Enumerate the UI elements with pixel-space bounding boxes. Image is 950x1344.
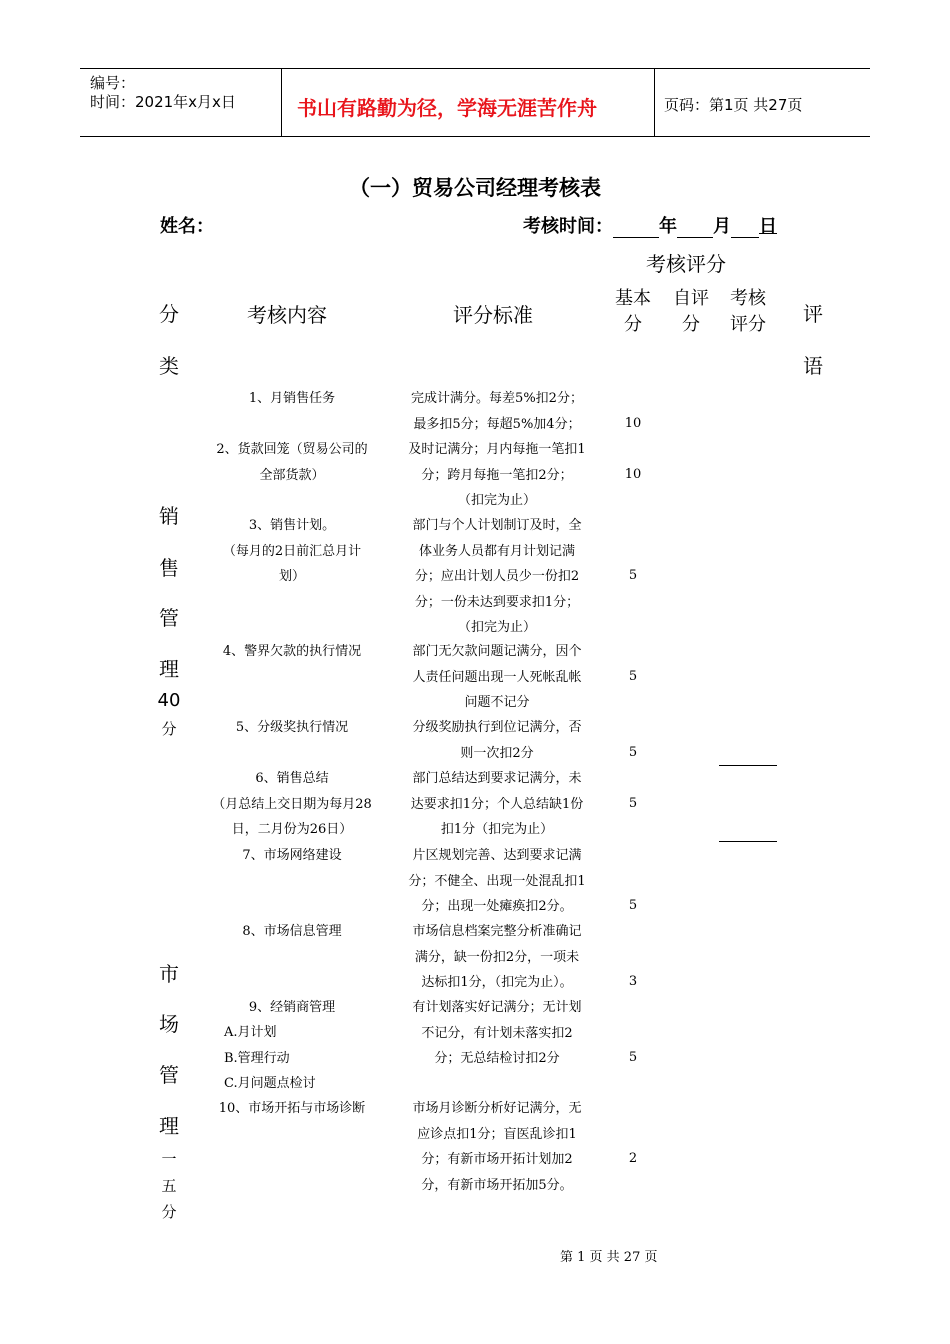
base-score-header-line2: 分 — [624, 314, 642, 335]
row-5-standard-line: 则一次扣2分 — [460, 745, 534, 761]
row-6-content — [198, 766, 386, 843]
row-8-standard-line: 满分，缺一份扣2分，一项未 — [414, 949, 580, 965]
row-6-content-line: （月总结上交日期为每月28 — [212, 796, 372, 812]
row-7-standard-line: 片区规划完善、达到要求记满 — [412, 848, 582, 863]
comment-header-top: 评 — [803, 302, 823, 326]
category-sales-score: 40 — [157, 690, 181, 711]
row-6-content-line: 6、销售总结 — [255, 771, 329, 786]
header-divider-right — [654, 68, 655, 136]
row-4-standard — [392, 639, 602, 716]
category-header-top: 分 — [159, 302, 179, 326]
row-3-standard-line: 分；应出计划人员少一份扣2 — [414, 569, 580, 584]
row-7-standard-line: 分；不健全、出现一处混乱扣1 — [408, 873, 586, 889]
category-market-char-4: 理 — [159, 1114, 179, 1138]
category-sales-char-3: 管 — [159, 606, 179, 630]
row-3-content-line: 3、销售计划。 — [248, 518, 336, 533]
row-4-content — [198, 639, 386, 665]
row-1-standard-line: 最多扣5分；每超5%加4分； — [413, 416, 581, 432]
row-9-standard-line: 分；无总结检讨扣2分 — [434, 1051, 560, 1066]
row-3-content-line: 划） — [278, 569, 305, 584]
month-blank[interactable] — [677, 219, 713, 238]
row-4-content-line: 4、警界欠款的执行情况 — [222, 644, 362, 659]
row-2-content-line: 2、货款回笼（贸易公司的 — [216, 442, 368, 457]
category-sales-char-1: 销 — [159, 504, 179, 528]
category-market-score-2: 五 — [161, 1177, 177, 1195]
header-bottom-rule — [80, 136, 870, 137]
row-3-standard-line: 分；一份未达到要求扣1分； — [414, 594, 580, 610]
row-9-standard-line: 不记分，有计划未落实扣2 — [421, 1025, 573, 1041]
header-page-info: 页码：第1页 共27页 — [664, 96, 803, 114]
row-8-standard-line: 市场信息档案完整分析准确记 — [412, 924, 582, 939]
row-8-standard-line: 达标扣1分，（扣完为止）。 — [421, 975, 573, 990]
row-9-sub-items — [224, 1020, 316, 1097]
document-number-label: 编号： — [90, 74, 136, 92]
row-6-standard-line: 达要求扣1分；个人总结缺1份 — [410, 796, 584, 812]
row-10-standard-line: 市场月诊断分析好记满分，无 — [412, 1101, 582, 1116]
row-8-base-score: 3 — [628, 974, 638, 989]
row-2-standard-line: 分；跨月每拖一笔扣2分； — [421, 467, 573, 483]
row-3-standard-line: 体业务人员都有月计划记满 — [418, 543, 575, 559]
name-label: 姓名： — [160, 216, 214, 237]
row-4-standard-line: 部门无欠款问题记满分，因个 — [412, 644, 582, 659]
day-blank[interactable] — [731, 219, 759, 238]
row-5-base-score: 5 — [628, 745, 638, 760]
document-time-label: 时间：2021年x月x日 — [90, 93, 236, 111]
row-5-standard-line: 分级奖励执行到位记满分，否 — [412, 720, 582, 735]
row-6-standard-line: 部门总结达到要求记满分，未 — [412, 771, 582, 786]
standard-column-header: 评分标准 — [453, 303, 533, 327]
assess-score-header-line2: 评分 — [730, 314, 766, 335]
category-market-char-2: 场 — [159, 1012, 179, 1036]
row-6-base-score: 5 — [628, 796, 638, 811]
category-market-char-1: 市 — [159, 962, 179, 986]
row-3-content — [198, 513, 386, 590]
row-9-standard-line: 有计划落实好记满分；无计划 — [412, 1000, 582, 1015]
score-group-header: 考核评分 — [646, 252, 726, 276]
page-title: （一）贸易公司经理考核表 — [349, 176, 601, 200]
row-2-content — [198, 437, 386, 488]
row-2-base-score: 10 — [624, 467, 642, 482]
row-10-standard — [392, 1096, 602, 1198]
row-4-standard-line: 人责任问题出现一人死帐乱帐 — [412, 669, 582, 685]
assessment-time-field — [523, 212, 777, 238]
header-top-rule — [80, 68, 870, 69]
row-7-standard-line: 分；出现一处瘫痪扣2分。 — [421, 899, 573, 914]
content-column-header: 考核内容 — [247, 303, 327, 327]
row-3-standard-line: （扣完为止） — [457, 620, 536, 635]
row-7-content-line: 7、市场网络建设 — [242, 848, 342, 863]
row-1-standard-line: 完成计满分。每差5%扣2分； — [411, 391, 583, 406]
assess-score-header — [724, 286, 772, 338]
row-3-standard — [392, 513, 602, 641]
row-9-sub-item: C.月问题点检讨 — [224, 1076, 316, 1091]
footer-page-number: 第 1 页 共 27 页 — [560, 1250, 658, 1265]
assess-score-header-line1: 考核 — [730, 288, 766, 309]
row-6-standard-line: 扣1分（扣完为止） — [440, 822, 554, 837]
row-5-content-line: 5、分级奖执行情况 — [235, 720, 349, 735]
assess-score-blank-1[interactable] — [719, 765, 777, 766]
header-motto: 书山有路勤为径，学海无涯苦作舟 — [297, 96, 597, 120]
comment-header-bottom: 语 — [803, 354, 823, 378]
category-market-score-3: 分 — [161, 1203, 177, 1221]
category-header-bottom: 类 — [159, 354, 179, 378]
base-score-header — [609, 286, 657, 338]
header-divider-left — [281, 68, 282, 136]
row-5-standard — [392, 715, 602, 766]
row-10-standard-line: 应诊点扣1分；盲医乱诊扣1 — [417, 1126, 577, 1142]
row-8-standard — [392, 919, 602, 996]
self-score-header — [667, 286, 715, 338]
row-10-standard-line: 分，有新市场开拓加5分。 — [421, 1177, 573, 1193]
row-1-content — [198, 386, 386, 412]
row-3-standard-line: 部门与个人计划制订及时，全 — [412, 518, 582, 533]
category-sales-score-unit: 分 — [161, 720, 177, 738]
self-score-header-line1: 自评 — [673, 288, 709, 309]
year-label: 年 — [659, 216, 677, 237]
row-10-standard-line: 分；有新市场开拓计划加2 — [421, 1152, 573, 1167]
row-10-content-line: 10、市场开拓与市场诊断 — [218, 1101, 366, 1116]
self-score-header-line2: 分 — [682, 314, 700, 335]
row-1-base-score: 10 — [624, 416, 642, 431]
row-3-content-line: （每月的2日前汇总月计 — [222, 543, 362, 559]
category-sales-char-2: 售 — [159, 556, 179, 580]
year-blank[interactable] — [613, 219, 659, 238]
row-9-content-line: 9、经销商管理 — [248, 1000, 336, 1015]
row-2-standard — [392, 437, 602, 514]
row-9-content — [198, 995, 386, 1021]
base-score-header-line1: 基本 — [615, 288, 651, 309]
row-7-base-score: 5 — [628, 898, 638, 913]
day-label: 日 — [759, 216, 777, 237]
row-1-standard — [392, 386, 602, 437]
row-8-content — [198, 919, 386, 945]
row-5-content — [198, 715, 386, 741]
row-9-base-score: 5 — [628, 1050, 638, 1065]
assess-score-blank-2[interactable] — [719, 841, 777, 842]
row-2-standard-line: 及时记满分；月内每拖一笔扣1 — [408, 442, 586, 457]
row-4-standard-line: 问题不记分 — [464, 695, 530, 710]
row-7-standard — [392, 843, 602, 920]
row-3-base-score: 5 — [628, 568, 638, 583]
row-9-standard — [392, 995, 602, 1072]
row-7-content — [198, 843, 386, 869]
row-2-content-line: 全部货款） — [259, 467, 325, 483]
assessment-time-label: 考核时间： — [523, 216, 613, 237]
category-market-char-3: 管 — [159, 1063, 179, 1087]
row-6-content-line: 日，二月份为26日） — [231, 822, 353, 837]
month-label: 月 — [713, 216, 731, 237]
row-9-sub-item: B.管理行动 — [224, 1050, 290, 1066]
row-9-sub-item: A.月计划 — [224, 1025, 277, 1040]
row-6-standard — [392, 766, 602, 843]
row-10-base-score: 2 — [628, 1151, 638, 1166]
row-2-standard-line: （扣完为止） — [457, 493, 536, 508]
category-market-score-1: 一 — [161, 1150, 177, 1168]
category-sales-char-4: 理 — [159, 657, 179, 681]
row-10-content — [198, 1096, 386, 1122]
row-4-base-score: 5 — [628, 669, 638, 684]
row-1-content-line: 1、月销售任务 — [248, 391, 336, 406]
row-8-content-line: 8、市场信息管理 — [242, 924, 342, 939]
